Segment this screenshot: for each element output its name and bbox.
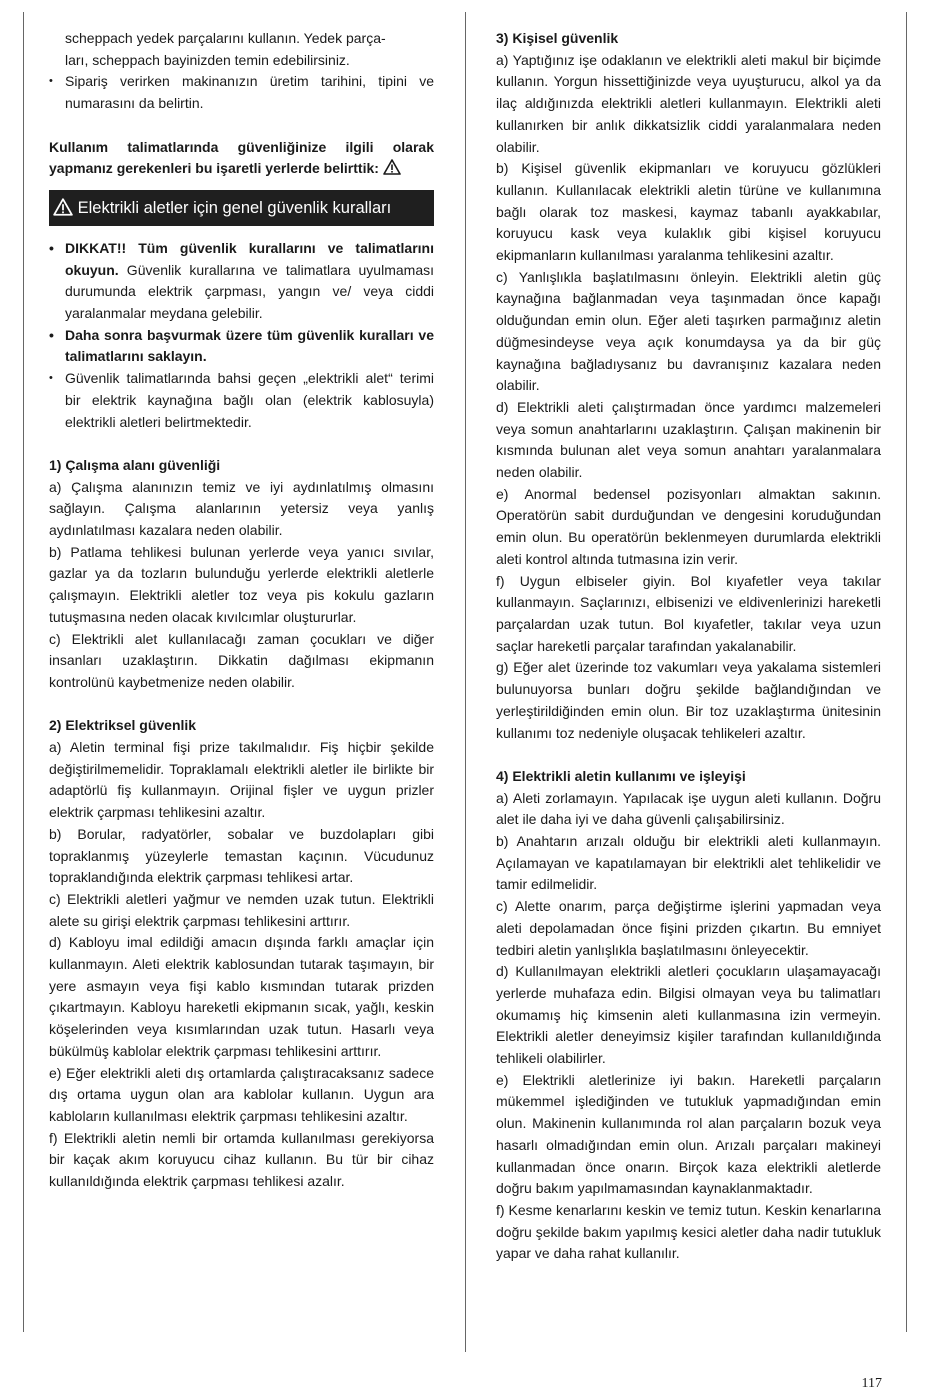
banner-title: Elektrikli aletler için genel güvenlik kuralları [77,198,392,217]
s3-para-f: f) Uygun elbiseler giyin. Bol kıyafetler veya takılar kullanmayın. Saçlarınızı, elbisenizi ve eldivenlerinizi hareketli parçalardan uzak tutun. Bol kıyafetler, takılar veya uzun saçlar hareketli parçalar tarafından yakalanabilir. [496,572,881,654]
s4-para-e: e) Elektrikli aletlerinize iyi bakın. Hareketli parçaların mükemmel işlediğinden ve tutukluk yapmadığından emin olun. Makinenin kullanımında rol alan parçaların bozuk veya hasarlı olmadığından emin olun. Arızalı parçaları makineyi kullanmadan önce onarın. Birçok kaza elektrikli aletlerde doğru bakım yapılmamasından kaynaklanmaktadır. [496,1071,881,1197]
order-bullet: • Sipariş verirken makinanızın üretim tarihini, tipini ve numarasını da belirtin. [49,73,434,112]
s2-para-f: f) Elektrikli aletin nemli bir ortamda kullanılması gerekiyorsa bir kaçak akım koruyucu cihaz kullanın. Bu tür bir cihaz kullanıldığında elektrik çarpması tehlikesi azalır. [49,1129,434,1190]
section-2-title: 2) Elektriksel güvenlik [49,717,197,734]
left-column [49,28,434,1193]
s2-para-d: d) Kabloyu imal edildiği amacın dışında farklı amaçlar için kullanmayın. Aleti elektrik kablosundan tutarak taşımayın, bir yere asmayın veya fişi kablo kısmından tutarak prizden çıkartmayın. Kabloyu hareketli ekipmanın sıcak, yağlı, keskin köşelerinden veya kısımlarından uzak tutun. Hasarlı veya bükülmüş kablolar elektrik çarpması tehlikesini arttırır. [49,934,434,1059]
s3-para-c: c) Yanlışlıkla başlatılmasını önleyin. Elektrikli aletin güç kaynağına bağlanmadan veya taşınmadan önce kapağı olduğundan emin olun. Eğer aleti taşırken parmağınız aletin düğmesindeyse veya açık konumdaysa ya da bir güç kaynağına bağladıysanız bu davranışınız kazalara neden olabilir. [496,268,881,394]
bullet-dot: • [49,239,54,256]
s4-para-a: a) Aleti zorlamayın. Yapılacak işe uygun aleti kullanın. Doğru alet ile daha iyi ve daha güvenli çalışabilirsiniz. [496,789,881,828]
bullet-dot: • [49,75,53,88]
s3-para-a: a) Yaptığınız işe odaklanın ve elektrikli aleti makul bir biçimde kullanın. Yorgun hissettiğinizde veya uyuşturucu, alkol ya da ilaç aldığınızda elektrikli aletleri kullanmayın. Elektrikli aleti kullanırken bir anlık dikkatsizlik ciddi yaralanmalara neden olabilir. [496,51,881,155]
page-number: 117 [861,1376,882,1391]
right-margin-line [906,12,907,1332]
s2-para-e: e) Eğer elektrikli aleti dış ortamlarda çalıştıracaksanız sadece dış ortama uygun olan ara kablolar kullanın. Uygun ara kabloların kullanılması elektrik çarpması tehlikesini azaltır. [49,1064,434,1124]
dikkat-text: Güvenlik kurallarına ve talimatlara uyulmaması durumunda elektrik çarpması, yangın ve/ veya ciddi yaralanmalar meydana gelebilir. [65,261,434,322]
s2-para-c: c) Elektrikli aletleri yağmur ve nemden uzak tutun. Elektrikli alete su girişi elektrik çarpması tehlikesini arttırır. [49,890,434,929]
keep-instructions-bullet: • Daha sonra başvurmak üzere tüm güvenlik kuralları ve talimatlarını saklayın. [49,326,434,365]
section-4-title: 4) Elektrikli aletin kullanımı ve işleyişi [496,767,746,784]
intro-line-1: scheppach yedek parçalarını kullanın. Yedek parça- [65,30,386,46]
s3-para-b: b) Kişisel güvenlik ekipmanları ve koruyucu gözlükleri kullanın. Kullanılacak elektrikli aletin türüne ve kullanımına bağlı olarak toz maskesi, kaymaz tabanlı ayakkabılar, koruyucu kask veya kulaklık gibi kişisel koruyucu ekipmanların kullanılması yaralanma tehlikesini azaltır. [496,160,881,264]
dikkat-bullet [49,238,434,325]
intro-line-2: ları, scheppach bayinizden temin edebilirsiniz. [65,51,350,68]
s1-para-c: c) Elektrikli alet kullanılacağı zaman çocukları ve diğer insanları uzaklaştırın. Dikkatin dağılması ekipmanın kontrolünü kaybetmenize neden olabilir. [49,630,434,690]
section-banner [49,190,434,226]
column-divider-line [465,12,466,1352]
s2-para-b: b) Borular, radyatörler, sobalar ve buzdolapları gibi topraklanmış yüzeylerle temastan kaçının. Vücudunuz topraklandığında elektrik çarpması tehlikesi artar. [49,825,434,886]
s4-para-d: d) Kullanılmayan elektrikli aletleri çocukların ulaşamayacağı yerlerde muhafaza edin. Bilgisi olmayan veya bu talimatları okumamış hiç kimsenin aleti kullanmasına izin vermeyin. Elektrikli aletler deneyimsiz kişiler tarafından kullanıldığında tehlikeli olabilirler. [496,963,881,1067]
term-bullet: • Güvenlik talimatlarında bahsi geçen „elektrikli alet“ terimi bir elektrik kaynağına bağlı olan (elektrik kablosuyla) elektrikli aletleri belirtmektedir. [49,370,434,430]
section-3-title: 3) Kişisel güvenlik [496,30,619,46]
s3-para-d: d) Elektrikli aleti çalıştırmadan önce yardımcı malzemeleri veya somun anahtarlarını uzaklaştırın. Çalışan makinenin bir kısmında bulunan alet veya somun anahtarı yaralanmalara neden olabilir. [496,398,881,481]
bullet-dot: • [49,326,54,343]
s3-para-g: g) Eğer alet üzerinde toz vakumları veya yakalama sistemleri bulunuyorsa bunları doğru şekilde bağlandığından ve yerleştirildiğinden emin olun. Bir toz uzaklaştırma ünitesinin kullanımı toz nedeniyle oluşacak tehlikeleri azaltır. [496,659,881,741]
s4-para-c: c) Alette onarım, parça değiştirme işlerini yapmadan veya aleti depolamadan önce fişini prizden çıkartın. Bu emniyet tedbiri aletin yanlışlıkla başlatılmasını önleyecektir. [496,898,881,958]
right-column [496,28,881,1265]
s1-para-a: a) Çalışma alanınızın temiz ve iyi aydınlatılmış olmasını sağlayın. Çalışma alanlarının yetersiz veya yanlış aydınlatılması kazalara neden olabilir. [49,478,434,539]
s2-para-a: a) Aletin terminal fişi prize takılmalıdır. Fiş hiçbir şekilde değiştirilmemelidir. Topraklamalı elektrikli aletler ile birlikte bir adaptörlü fiş kullanmayın. Orijinal fişler ve uygun prizler elektrik çarpması tehlikesini azaltır. [49,739,434,821]
s3-para-e: e) Anormal bedensel pozisyonları almaktan sakının. Operatörün sabit durduğundan ve dengesini koruduğundan emin olun. Bu operatörün beklenmeyen durumlarda elektrikli aleti kontrol altında tutmasına izin verir. [496,485,881,567]
safety-note: Kullanım talimatlarında güvenliğinize ilgili olarak yapmanız gerekenleri bu işaretli yerlerde belirttik: [49,138,434,177]
warning-triangle-icon [53,198,73,216]
s4-para-b: b) Anahtarın arızalı olduğu bir elektrikli aleti kullanmayın. Açılamayan ve kapatılamayan bir elektrikli alet tehlikelidir ve tamir edilmelidir. [496,833,881,893]
warning-triangle-icon [383,159,401,175]
bullet-dot: • [49,372,53,385]
dikkat-bold-text: DIKKAT!! Tüm güvenlik kurallarını ve talimatlarını okuyun. [65,239,434,278]
left-margin-line [23,12,24,1332]
s1-para-b: b) Patlama tehlikesi bulunan yerlerde veya yanıcı sıvılar, gazlar ya da tozların bulunduğu yerlerde elektrikli aletlerle çalışmayın. Elektrikli aletler toz veya pis kokulu gazların tutuşmasına neden olacak kıvılcımlar oluştururlar. [49,543,434,625]
s4-para-f: f) Kesme kenarlarını keskin ve temiz tutun. Keskin kenarlarına doğru şekilde bakım yapılmış kesici aletler daha nadir tutukluk yapar ve daha rahat kullanılır. [496,1201,881,1262]
section-1-title: 1) Çalışma alanı güvenliği [49,456,221,473]
